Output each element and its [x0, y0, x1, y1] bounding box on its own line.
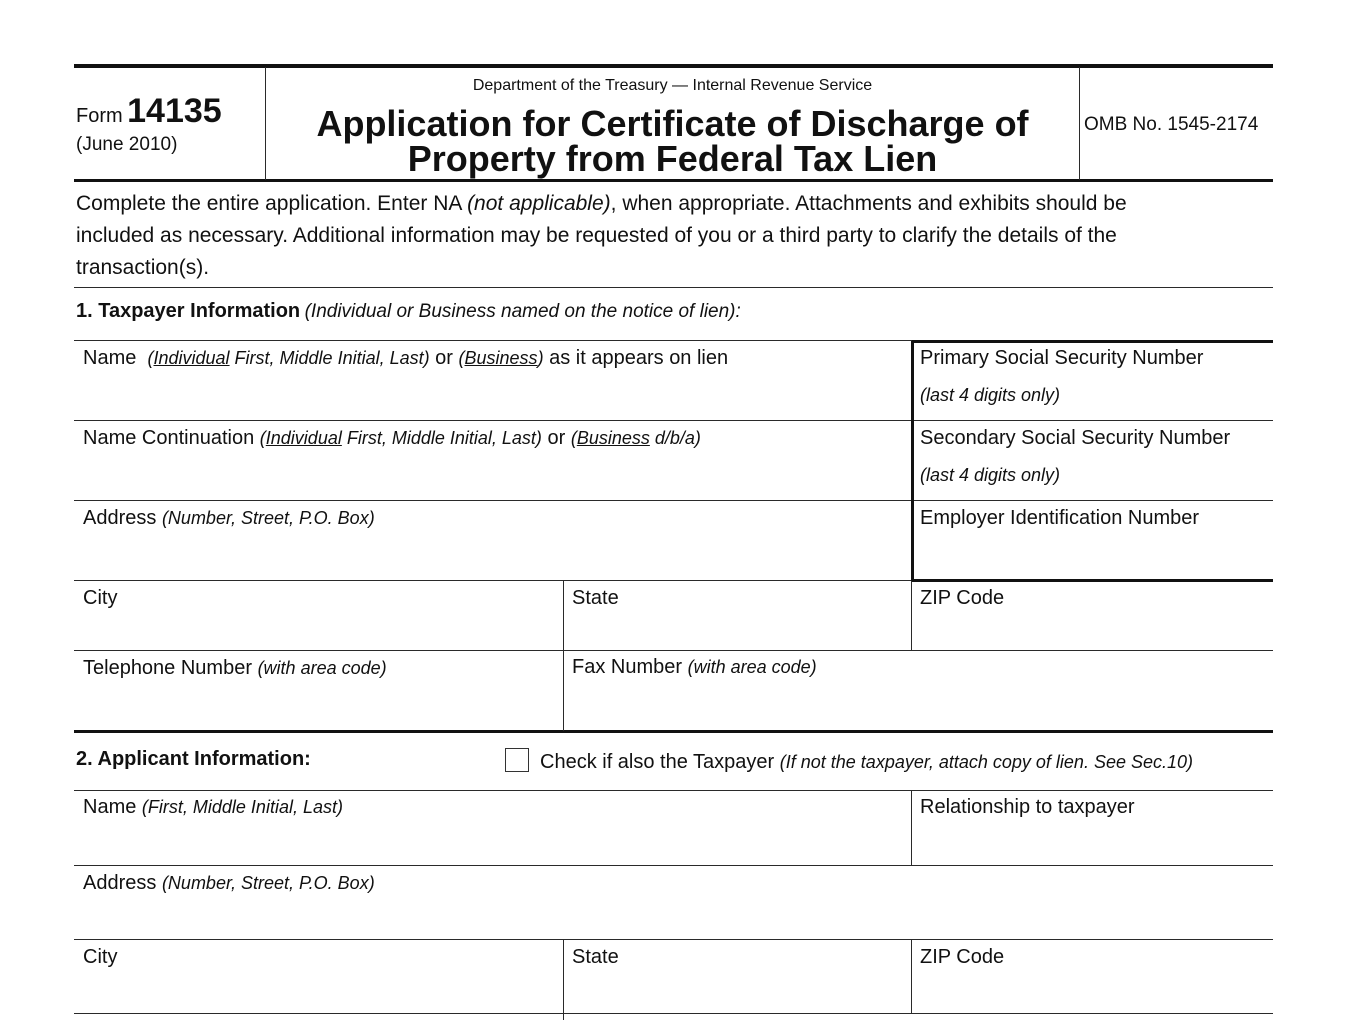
form-word: Form — [76, 105, 123, 127]
s1-rule-4-thick — [912, 579, 1273, 582]
primary-ssn-field[interactable] — [916, 344, 1271, 418]
s2-relationship-divider — [911, 790, 912, 865]
taxpayer-fax-field[interactable] — [566, 682, 1271, 728]
header-top-rule — [74, 64, 1273, 68]
s1-rule-top-thick — [912, 340, 1273, 343]
taxpayer-state-label: State — [572, 587, 619, 609]
s1-rule-4 — [74, 580, 913, 581]
taxpayer-phone-field[interactable] — [76, 682, 560, 728]
s2-rule-3 — [74, 939, 1273, 940]
s2-rule-4 — [74, 1013, 1273, 1014]
header-bottom-rule — [74, 179, 1273, 182]
instructions-line3: transaction(s). — [76, 256, 210, 279]
taxpayer-state-field[interactable] — [566, 612, 908, 648]
s1-rule-5 — [74, 650, 1273, 651]
taxpayer-address-label: Address (Number, Street, P.O. Box) — [83, 507, 375, 529]
section1-heading — [76, 300, 741, 323]
applicant-city-field[interactable] — [76, 971, 560, 1011]
s2-state-divider — [563, 939, 564, 1020]
s1-rule-3 — [74, 500, 1273, 501]
section2-title: 2. Applicant Information: — [76, 748, 311, 770]
applicant-name-label: Name (First, Middle Initial, Last) — [83, 796, 343, 818]
taxpayer-zip-field[interactable] — [916, 612, 1271, 648]
s1-state-divider — [563, 580, 564, 731]
primary-ssn-label: Primary Social Security Number — [920, 347, 1204, 369]
s2-zip-divider — [911, 939, 912, 1014]
taxpayer-name-continuation-field[interactable] — [76, 452, 908, 498]
ein-field[interactable] — [916, 503, 1271, 577]
taxpayer-city-field[interactable] — [76, 612, 560, 648]
applicant-name-field[interactable] — [76, 821, 908, 863]
secondary-ssn-note: (last 4 digits only) — [920, 465, 1061, 485]
s1-rule-2 — [74, 420, 1273, 421]
s1-rule-top — [74, 340, 913, 341]
taxpayer-name-continuation-label: Name Continuation (Individual First, Middle Initial, Last) or (Business d/b/a) — [83, 427, 701, 449]
taxpayer-fax-label: Fax Number (with area code) — [572, 656, 817, 678]
applicant-address-label: Address (Number, Street, P.O. Box) — [83, 872, 375, 894]
instructions — [76, 188, 1127, 284]
taxpayer-phone-label: Telephone Number (with area code) — [83, 657, 387, 679]
taxpayer-name-label: Name (Individual First, Middle Initial, Last) or (Business) as it appears on lien — [83, 347, 729, 369]
also-taxpayer-checkbox[interactable] — [505, 748, 529, 772]
secondary-ssn-label: Secondary Social Security Number — [920, 427, 1231, 449]
s1-zip-divider — [911, 581, 912, 651]
form-revision: (June 2010) — [76, 134, 178, 155]
form-title-line2: Property from Federal Tax Lien — [407, 138, 938, 179]
taxpayer-address-field[interactable] — [76, 532, 908, 578]
instructions-line2: included as necessary. Additional information may be requested of you or a third party to clarify the details of the — [76, 224, 1117, 247]
applicant-state-label: State — [572, 946, 619, 968]
s2-rule-1 — [74, 790, 1273, 791]
taxpayer-city-label: City — [83, 587, 118, 609]
taxpayer-zip-label: ZIP Code — [920, 587, 1005, 609]
applicant-state-field[interactable] — [566, 971, 908, 1011]
applicant-city-label: City — [83, 946, 118, 968]
header-divider-right — [1079, 67, 1080, 180]
form-number — [76, 92, 222, 131]
primary-ssn-note: (last 4 digits only) — [920, 385, 1061, 405]
applicant-zip-label: ZIP Code — [920, 946, 1005, 968]
omb-number: OMB No. 1545-2174 — [1084, 114, 1259, 135]
form-title-line1: Application for Certificate of Discharge of — [316, 103, 1029, 144]
instructions-rule — [74, 287, 1273, 288]
s1-rule-bottom — [74, 730, 1273, 733]
secondary-ssn-field[interactable] — [916, 423, 1271, 498]
applicant-zip-field[interactable] — [916, 971, 1271, 1011]
relationship-field[interactable] — [916, 821, 1271, 863]
section1-note: (Individual or Business named on the notice of lien): — [304, 301, 741, 322]
taxpayer-name-field[interactable] — [76, 372, 908, 418]
instructions-line1: Complete the entire application. Enter NA (not applicable), when appropriate. Attachments and exhibits should be — [76, 192, 1127, 215]
also-taxpayer-label: Check if also the Taxpayer (If not the taxpayer, attach copy of lien. See Sec.10) — [540, 751, 1194, 773]
form-number-value: 14135 — [127, 92, 222, 130]
department-name: Department of the Treasury — Internal Revenue Service — [472, 77, 873, 94]
s1-ssn-divider — [911, 341, 914, 581]
applicant-address-field[interactable] — [76, 897, 1271, 937]
section1-title: 1. Taxpayer Information — [76, 300, 301, 322]
s2-rule-2 — [74, 865, 1273, 866]
relationship-label: Relationship to taxpayer — [920, 796, 1135, 818]
ein-label: Employer Identification Number — [920, 507, 1200, 529]
